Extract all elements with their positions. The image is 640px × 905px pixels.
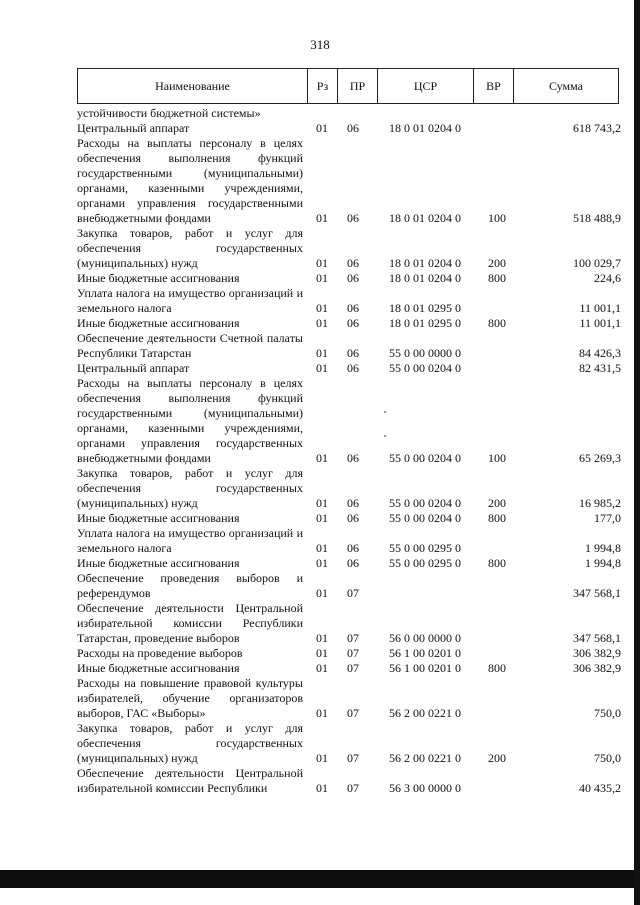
row-rz: 01 bbox=[316, 496, 328, 510]
row-rz: 01 bbox=[316, 451, 328, 465]
row-sum: 82 431,5 bbox=[579, 361, 621, 375]
row-name: Иные бюджетные ассигнования bbox=[77, 661, 240, 675]
row-rz: 01 bbox=[316, 256, 328, 270]
row-rz: 01 bbox=[316, 271, 328, 285]
table-row bbox=[77, 121, 621, 136]
row-vr: 800 bbox=[488, 511, 506, 525]
row-sum: 65 269,3 bbox=[579, 451, 621, 465]
row-sum: 306 382,9 bbox=[573, 646, 621, 660]
header-sum: Сумма bbox=[549, 78, 583, 93]
row-name: Уплата налога на имущество организаций и земельного налога bbox=[77, 286, 303, 315]
row-name: Иные бюджетные ассигнования bbox=[77, 316, 240, 330]
table-row bbox=[77, 226, 621, 271]
header-pr: ПР bbox=[338, 69, 378, 103]
table-row bbox=[77, 526, 621, 556]
row-rz: 01 bbox=[316, 706, 328, 720]
row-csr: 56 0 00 0000 0 bbox=[389, 631, 461, 645]
row-sum: 100 029,7 bbox=[573, 256, 621, 270]
row-sum: 11 001,1 bbox=[579, 301, 621, 315]
row-name: Центральный аппарат bbox=[77, 121, 190, 135]
row-pr: 07 bbox=[347, 751, 359, 765]
row-sum: 750,0 bbox=[594, 751, 621, 765]
row-pr: 06 bbox=[347, 121, 359, 135]
row-vr: 200 bbox=[488, 256, 506, 270]
table-row bbox=[77, 331, 621, 361]
row-csr: 56 2 00 0221 0 bbox=[389, 751, 461, 765]
row-name: Расходы на повышение правовой культуры избирателей, обучение организаторов выборов, ГАС «Выборы» bbox=[77, 676, 303, 720]
row-pr: 06 bbox=[347, 496, 359, 510]
row-name: Уплата налога на имущество организаций и земельного налога bbox=[77, 526, 303, 555]
table-row bbox=[77, 271, 621, 286]
row-sum: 224,6 bbox=[594, 271, 621, 285]
row-csr: 18 0 01 0204 0 bbox=[389, 271, 461, 285]
row-vr: 100 bbox=[488, 451, 506, 465]
header-name: Наименование bbox=[78, 69, 308, 103]
row-rz: 01 bbox=[316, 556, 328, 570]
row-name: Расходы на проведение выборов bbox=[77, 646, 243, 660]
row-csr: 56 3 00 0000 0 bbox=[389, 781, 461, 795]
header-csr: ЦСР bbox=[378, 69, 474, 103]
row-name: Закупка товаров, работ и услуг для обеспечения государственных (муниципальных) нужд bbox=[77, 721, 303, 765]
table-row bbox=[77, 766, 621, 796]
row-vr: 800 bbox=[488, 661, 506, 675]
row-rz: 01 bbox=[316, 316, 328, 330]
row-name: Иные бюджетные ассигнования bbox=[77, 271, 240, 285]
row-rz: 01 bbox=[316, 121, 328, 135]
row-csr: 18 0 01 0204 0 bbox=[389, 211, 461, 225]
table-row bbox=[77, 361, 621, 376]
table-body bbox=[77, 106, 621, 796]
row-vr: 200 bbox=[488, 496, 506, 510]
scan-speck bbox=[384, 435, 386, 437]
row-pr: 07 bbox=[347, 781, 359, 795]
table-row bbox=[77, 466, 621, 511]
row-vr: 800 bbox=[488, 316, 506, 330]
table-row bbox=[77, 571, 621, 601]
row-rz: 01 bbox=[316, 631, 328, 645]
row-pr: 07 bbox=[347, 586, 359, 600]
scan-bottom-bar bbox=[0, 870, 640, 888]
table-header bbox=[77, 68, 619, 104]
row-csr: 55 0 00 0204 0 bbox=[389, 361, 461, 375]
row-sum: 618 743,2 bbox=[573, 121, 621, 135]
row-rz: 01 bbox=[316, 586, 328, 600]
row-pr: 06 bbox=[347, 541, 359, 555]
row-sum: 518 488,9 bbox=[573, 211, 621, 225]
table-row bbox=[77, 646, 621, 661]
row-pr: 06 bbox=[347, 316, 359, 330]
row-name: Иные бюджетные ассигнования bbox=[77, 556, 240, 570]
row-rz: 01 bbox=[316, 751, 328, 765]
table-row bbox=[77, 556, 621, 571]
row-pr: 07 bbox=[347, 706, 359, 720]
row-sum: 1 994,8 bbox=[585, 556, 621, 570]
row-rz: 01 bbox=[316, 646, 328, 660]
table-row bbox=[77, 601, 621, 646]
row-sum: 177,0 bbox=[594, 511, 621, 525]
header-vr: ВР bbox=[474, 69, 514, 103]
row-rz: 01 bbox=[316, 661, 328, 675]
row-csr: 18 0 01 0204 0 bbox=[389, 121, 461, 135]
row-vr: 800 bbox=[488, 556, 506, 570]
row-csr: 56 1 00 0201 0 bbox=[389, 661, 461, 675]
row-name: Расходы на выплаты персоналу в целях обеспечения выполнения функций государственными (муниципальными) органами, казенными учреждениями, органами управления государственных внебюджетными фондами bbox=[77, 376, 303, 465]
row-name: Расходы на выплаты персоналу в целях обеспечения выполнения функций государственными (муниципальными) органами, казенными учреждениями, органами управления государственными внебюджетными фондами bbox=[77, 136, 303, 225]
row-sum: 16 985,2 bbox=[579, 496, 621, 510]
row-sum: 750,0 bbox=[594, 706, 621, 720]
row-rz: 01 bbox=[316, 781, 328, 795]
row-sum: 306 382,9 bbox=[573, 661, 621, 675]
row-csr: 55 0 00 0000 0 bbox=[389, 346, 461, 360]
row-vr: 200 bbox=[488, 751, 506, 765]
row-name: устойчивости бюджетной системы» bbox=[77, 106, 261, 120]
table-row bbox=[77, 286, 621, 316]
table-row bbox=[77, 106, 621, 121]
row-csr: 55 0 00 0295 0 bbox=[389, 556, 461, 570]
row-rz: 01 bbox=[316, 541, 328, 555]
row-rz: 01 bbox=[316, 301, 328, 315]
table-row bbox=[77, 316, 621, 331]
row-name: Обеспечение деятельности Центральной избирательной комиссии Республики Татарстан, проведение выборов bbox=[77, 601, 303, 645]
row-pr: 06 bbox=[347, 511, 359, 525]
table-row bbox=[77, 511, 621, 526]
row-sum: 347 568,1 bbox=[573, 631, 621, 645]
row-rz: 01 bbox=[316, 346, 328, 360]
row-sum: 1 994,8 bbox=[585, 541, 621, 555]
row-csr: 55 0 00 0204 0 bbox=[389, 451, 461, 465]
row-pr: 06 bbox=[347, 346, 359, 360]
row-pr: 06 bbox=[347, 556, 359, 570]
row-name: Обеспечение проведения выборов и референдумов bbox=[77, 571, 303, 600]
row-pr: 07 bbox=[347, 646, 359, 660]
header-rz: Рз bbox=[308, 69, 338, 103]
row-csr: 56 2 00 0221 0 bbox=[389, 706, 461, 720]
row-rz: 01 bbox=[316, 511, 328, 525]
scan-speck bbox=[384, 411, 386, 413]
row-name: Обеспечение деятельности Центральной избирательной комиссии Республики bbox=[77, 766, 303, 795]
row-sum: 11 001,1 bbox=[579, 316, 621, 330]
row-name: Закупка товаров, работ и услуг для обеспечения государственных (муниципальных) нужд bbox=[77, 226, 303, 270]
scan-right-edge bbox=[634, 0, 640, 905]
table-row bbox=[77, 661, 621, 676]
row-sum: 347 568,1 bbox=[573, 586, 621, 600]
row-pr: 07 bbox=[347, 631, 359, 645]
row-name: Иные бюджетные ассигнования bbox=[77, 511, 240, 525]
row-rz: 01 bbox=[316, 211, 328, 225]
row-vr: 100 bbox=[488, 211, 506, 225]
row-sum: 84 426,3 bbox=[579, 346, 621, 360]
table-row bbox=[77, 376, 621, 466]
row-name: Обеспечение деятельности Счетной палаты Республики Татарстан bbox=[77, 331, 303, 360]
row-csr: 56 1 00 0201 0 bbox=[389, 646, 461, 660]
row-pr: 06 bbox=[347, 361, 359, 375]
row-csr: 18 0 01 0295 0 bbox=[389, 301, 461, 315]
row-rz: 01 bbox=[316, 361, 328, 375]
row-pr: 06 bbox=[347, 451, 359, 465]
row-csr: 55 0 00 0204 0 bbox=[389, 496, 461, 510]
row-pr: 07 bbox=[347, 661, 359, 675]
row-name: Закупка товаров, работ и услуг для обеспечения государственных (муниципальных) нужд bbox=[77, 466, 303, 510]
row-pr: 06 bbox=[347, 256, 359, 270]
row-sum: 40 435,2 bbox=[579, 781, 621, 795]
row-pr: 06 bbox=[347, 301, 359, 315]
row-csr: 55 0 00 0295 0 bbox=[389, 541, 461, 555]
row-name: Центральный аппарат bbox=[77, 361, 190, 375]
row-pr: 06 bbox=[347, 211, 359, 225]
table-row bbox=[77, 676, 621, 721]
row-csr: 18 0 01 0204 0 bbox=[389, 256, 461, 270]
row-csr: 55 0 00 0204 0 bbox=[389, 511, 461, 525]
row-vr: 800 bbox=[488, 271, 506, 285]
row-csr: 18 0 01 0295 0 bbox=[389, 316, 461, 330]
row-pr: 06 bbox=[347, 271, 359, 285]
page-number: 318 bbox=[310, 37, 330, 52]
table-row bbox=[77, 136, 621, 226]
table-row bbox=[77, 721, 621, 766]
